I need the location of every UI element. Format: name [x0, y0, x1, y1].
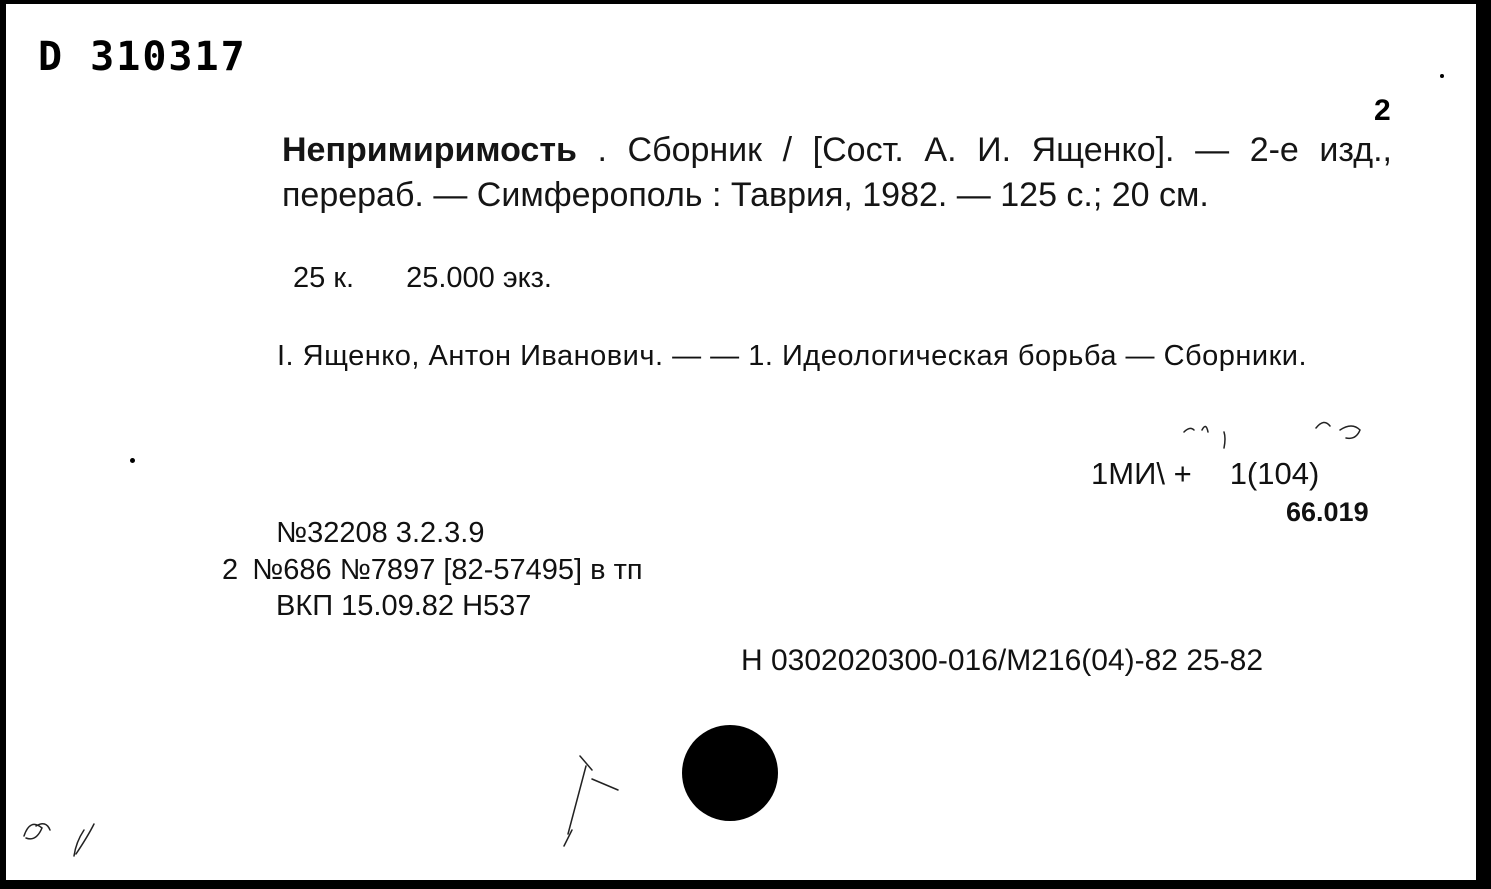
pen-mark-left: [24, 824, 94, 856]
card-edge-shadow: [1476, 0, 1491, 889]
book-title: Непримиримость: [282, 131, 577, 169]
tracing-text: I. Ященко, Антон Иванович. — — 1. Идеологическая борьба — Сборники.: [277, 340, 1308, 372]
ink-speck: [1440, 74, 1444, 78]
description-text: . Сборник / [Сост. А. И. Ященко]. — 2-е изд., перераб. — Симферополь : Таврия, 1982. — 125 с.; 20 см.: [282, 131, 1392, 214]
page-number: 2: [1374, 94, 1391, 127]
pencil-mark-right: [1184, 422, 1360, 448]
pen-mark-center: [564, 756, 618, 846]
registration-line-2-text: №686 №7897 [82-57495] в тп: [252, 554, 643, 586]
ink-speck: [130, 458, 135, 463]
catalog-card: [6, 4, 1478, 880]
registration-line-1: №32208 3.2.3.9: [276, 517, 485, 549]
class-code: 66.019: [1286, 497, 1369, 527]
inventory-number: Н 0302020300-016/М216(04)-82 25-82: [741, 644, 1264, 677]
registration-line-3: ВКП 15.09.82 Н537: [276, 590, 532, 622]
handwritten-marks: [6, 4, 1478, 880]
classification-left: 1МИ\ +: [1091, 456, 1192, 491]
call-number: D 310317: [38, 34, 247, 80]
print-run: 25.000 экз.: [406, 262, 552, 294]
price: 25 к.: [293, 262, 355, 294]
classification-right: 1(104): [1229, 456, 1320, 491]
registration-prefix: 2: [222, 554, 239, 586]
